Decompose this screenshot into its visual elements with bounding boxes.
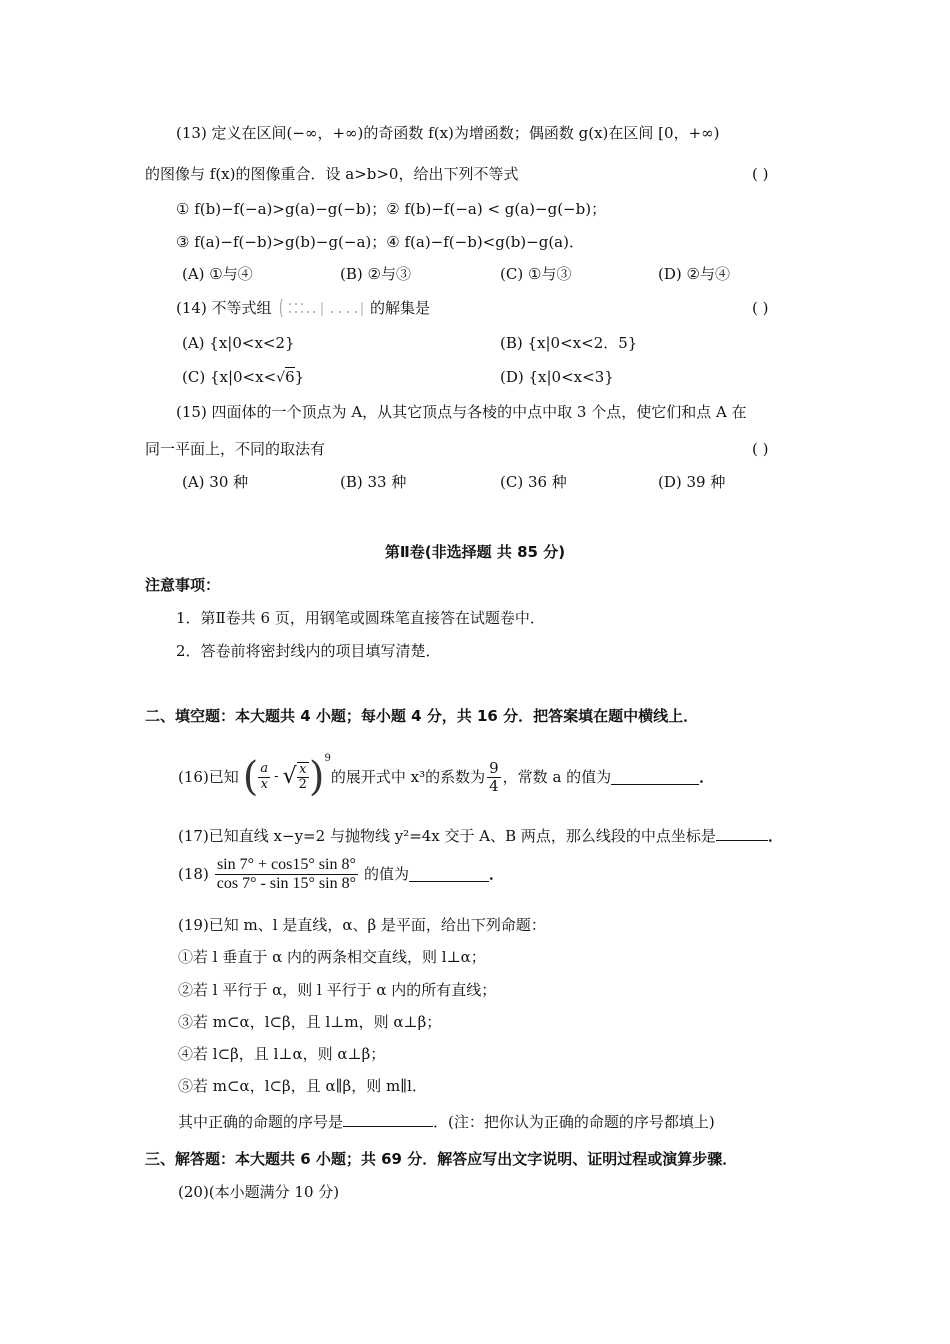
- q13-line2: 的图像与 f(x)的图像重合．设 a>b>0，给出下列不等式: [145, 165, 519, 183]
- q14-option-c-pre: (C) {x|0<x<: [182, 368, 277, 386]
- q18-line: [178, 856, 504, 892]
- q17-text: (17)已知直线 x−y=2 与抛物线 y²=4x 交于 A、B 两点，那么线段的中点坐标是: [178, 827, 716, 845]
- q15-line2: 同一平面上，不同的取法有: [145, 440, 326, 458]
- q19-item-5: ⑤若 m⊂α，l⊂β，且 α∥β，则 m∥l．: [178, 1077, 427, 1095]
- q14-inequality-system-image: [278, 296, 370, 320]
- q16-binomial: ( $\frac{a}{x}$ - √ $\frac{x}{2}$ ) 9: [242, 753, 331, 800]
- q16-end: ．: [699, 768, 715, 786]
- q17-end: ．: [767, 827, 783, 845]
- q16-coef-num: 9: [489, 759, 499, 777]
- q13-inequalities-2: ③ f(a)−f(−b)>g(b)−g(−a)；④ f(a)−f(−b)<g(b)−g(a)．: [176, 233, 584, 251]
- q16-prefix: (16)已知: [178, 768, 239, 786]
- q16-frac-a-num: a: [260, 761, 269, 777]
- q16-coefficient: [487, 760, 501, 794]
- part2-title: 第Ⅱ卷(非选择题 共 85 分): [384, 543, 566, 561]
- q15-option-a: (A) 30 种: [182, 473, 249, 491]
- q19-item-3: ③若 m⊂α，l⊂β，且 l⊥m，则 α⊥β；: [178, 1013, 442, 1031]
- q16-frac-a: [258, 762, 270, 792]
- sqrt-symbol: √6: [276, 368, 295, 386]
- q19-item-4: ④若 l⊂β，且 l⊥α，则 α⊥β；: [178, 1045, 386, 1063]
- q14-option-c-radicand: 6: [285, 368, 295, 386]
- q15-option-d: (D) 39 种: [658, 473, 726, 491]
- q16-suffix: ，常数 a 的值为: [502, 768, 612, 786]
- q14-suffix: 的解集是: [370, 299, 431, 317]
- q16-frac-b-den: 2: [298, 777, 307, 792]
- q13-option-c: (C) ①与③: [500, 265, 572, 283]
- q13-option-b: (B) ②与③: [340, 265, 411, 283]
- q16-minus: -: [274, 769, 279, 785]
- q15-line1: (15) 四面体的一个顶点为 A，从其它顶点与各棱的中点中取 3 个点，使它们和点 A 在: [176, 403, 747, 421]
- q13-answer-paren: ( ): [752, 165, 769, 183]
- q18-denominator: cos 7° - sin 15° sin 8°: [216, 874, 356, 892]
- q16-exponent: 9: [324, 753, 331, 764]
- q17-answer-blank[interactable]: [716, 825, 768, 841]
- q18-answer-blank[interactable]: [409, 866, 489, 882]
- q18-fraction: [215, 856, 358, 892]
- section2-heading: 二、填空题：本大题共 4 小题；每小题 4 分，共 16 分．把答案填在题中横线上．: [145, 707, 699, 725]
- q16-frac-b: [297, 762, 309, 793]
- q18-prefix: (18): [178, 865, 209, 884]
- q13-inequalities-1: ① f(b)−f(−a)>g(a)−g(−b)；② f(b)−f(−a) < g(a)−g(−b)；: [176, 200, 607, 218]
- q19-answer-blank[interactable]: [343, 1111, 433, 1127]
- q16-coef-den: 4: [489, 776, 499, 795]
- q14-option-a: (A) {x|0<x<2}: [182, 334, 295, 352]
- q13-line1: (13) 定义在区间(−∞，+∞)的奇函数 f(x)为增函数；偶函数 g(x)在区间 [0，+∞): [176, 124, 720, 142]
- q17-line: [178, 825, 783, 845]
- q16-frac-a-den: x: [260, 776, 268, 792]
- sqrt-symbol: √: [282, 763, 297, 789]
- q16-mid: 的展开式中 x³的系数为: [330, 768, 486, 786]
- q16-line: [178, 753, 715, 800]
- q13-option-a: (A) ①与④: [182, 265, 253, 283]
- q14-option-c-post: }: [294, 368, 305, 386]
- q19-intro: (19)已知 m、l 是直线，α、β 是平面，给出下列命题：: [178, 916, 546, 934]
- q19-final-suffix: ．(注：把你认为正确的命题的序号都填上): [433, 1113, 715, 1131]
- q14-option-d: (D) {x|0<x<3}: [500, 368, 614, 386]
- q18-end: ．: [489, 865, 505, 884]
- q20-heading: (20)(本小题满分 10 分): [178, 1183, 340, 1201]
- q15-answer-paren: ( ): [752, 440, 769, 458]
- q14-answer-paren: ( ): [752, 299, 769, 317]
- q18-suffix: 的值为: [364, 865, 410, 884]
- q15-option-c: (C) 36 种: [500, 473, 567, 491]
- notice-item-1: 1．第Ⅱ卷共 6 页，用钢笔或圆珠笔直接答在试题卷中．: [176, 609, 545, 627]
- q19-item-1: ①若 l 垂直于 α 内的两条相交直线，则 l⊥α；: [178, 948, 486, 966]
- q16-answer-blank[interactable]: [611, 769, 699, 785]
- q14-option-b: (B) {x|0<x<2．5}: [500, 334, 638, 352]
- section3-heading: 三、解答题：本大题共 6 小题；共 69 分．解答应写出文字说明、证明过程或演算步骤．: [145, 1150, 738, 1168]
- q15-option-b: (B) 33 种: [340, 473, 407, 491]
- notice-item-2: 2．答卷前将密封线内的项目填写清楚．: [176, 642, 441, 660]
- q19-item-2: ②若 l 平行于 α，则 l 平行于 α 内的所有直线；: [178, 981, 497, 999]
- q14-prefix: (14) 不等式组: [176, 299, 272, 317]
- q19-final-prefix: 其中正确的命题的序号是: [178, 1113, 344, 1131]
- q18-numerator: sin 7° + cos15° sin 8°: [215, 856, 358, 875]
- notice-heading: 注意事项：: [145, 576, 221, 594]
- q13-option-d: (D) ②与④: [658, 265, 730, 283]
- q14-option-c: [182, 368, 304, 387]
- q19-final-line: [178, 1111, 715, 1131]
- q16-frac-b-num: x: [297, 763, 309, 778]
